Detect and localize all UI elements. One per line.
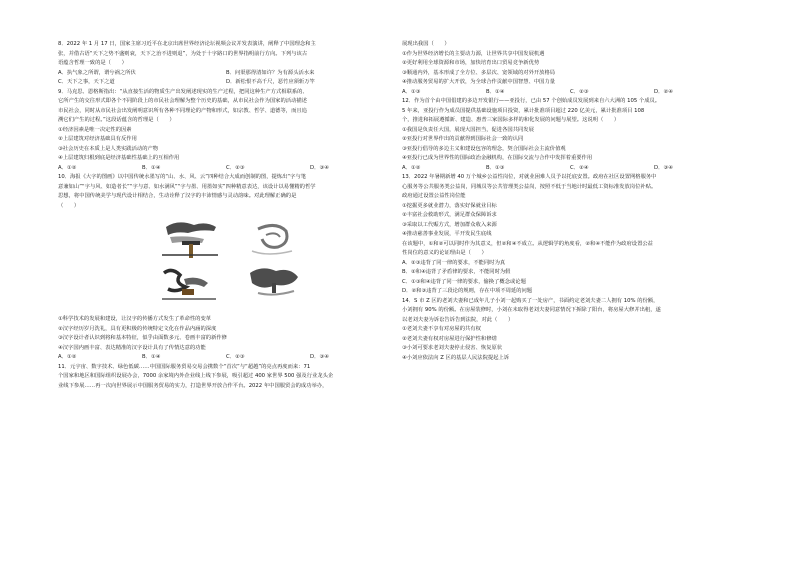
choice-a[interactable]: A．①② xyxy=(58,354,77,360)
option-item: ②丰富社会救助形式，满足群众保障诉求 xyxy=(402,212,497,218)
question-12 xyxy=(402,97,738,173)
choice-b[interactable]: B．问渠那得清如许？为有源头活水来 xyxy=(226,69,315,76)
option-item: ①作为世界经济增长的主要动力源，让世界共享中国发展机遇 xyxy=(402,50,545,57)
option-item: ③小刘可要求老刘夫妻停止侵害、恢复原状 xyxy=(402,345,503,351)
option-item: ①我国是负责任大国，展现大国担当，促进各国共同发展 xyxy=(402,126,534,133)
question-text: 小刘拥有 90% 的份额。在房屋装修时，小刘在未取得老刘夫妻同意情况下拆除了阳台，将房屋大修并出租，遂 xyxy=(402,307,661,313)
question-text: （ ） xyxy=(58,202,80,209)
question-text: 个，推进和拓展遵循新、建造、惠普三家国际多样的和化发展的问题与展望。这说明（ ） xyxy=(402,117,620,123)
question-text: 业线下参展……再一次向世界展示中国服务贸易的实力，打造世界开放合作平台。2022 年中国服贸会的成功举办， xyxy=(58,382,328,389)
question-text: 展现出我国（ ） xyxy=(402,41,450,47)
question-text: 13．2022 年暑期新增 40 万个城乡公益性岗位，对就业困难人员予以托底安置。政府在社区设置网格服务中 xyxy=(402,174,657,180)
question-text: 意兼如山”“字与风、如造者长”“字与意、如水满风”“字与墨、用墨如实”四种精意表达，该设计以易懂精的哲学 xyxy=(58,183,316,190)
question-text: 市民社会，同时从市民社会出发阐明意识所有各种不同理论的产物和形式，如宗教、哲学、道德等，而且追 xyxy=(58,107,307,114)
choice-d[interactable]: D．③④ xyxy=(310,164,329,171)
question-text: 8．2022 年 1 月 17 日，国家主席习近平在北京出席世界经济论坛视频会议并发表演讲，阐释了中国理念和主 xyxy=(58,41,316,47)
choice-d[interactable]: D．新松恨不高千尺，恶竹应须斩万竿 xyxy=(226,79,315,85)
option-item: ②亚投行对世界作出的贡献得到国际社会一致的认同 xyxy=(402,136,524,142)
question-8 xyxy=(58,40,394,88)
question-text: 5 年来，亚投行作为成员国提供基础设施项目投资，累计批准项目超过 220 亿美元，累计批准项目 108 xyxy=(402,107,645,114)
option-item: ①挖掘更多就业潜力，落实好保就业目标 xyxy=(402,202,497,209)
option-item: ③顺通内外，基本形成了全方位、多层次、宽领域的对外开放格局 xyxy=(402,69,556,76)
choice-a[interactable]: A．①② xyxy=(58,164,77,171)
option-item: ③亚投行倡导的多边主义和建设包容的理念，契合国际社会主流价值观 xyxy=(402,145,566,152)
question-text: 10．海报《大字的图画》以中国传统水墨写的“山、水、风、云”四种结合大成而创制的图，提炼出“字与笔 xyxy=(58,174,307,180)
choice-a[interactable]: A．②③违背了同一律的要求，不能同时为真 xyxy=(402,259,506,266)
option-item: ④上层建筑归根到底是经济基础性基础上的互相作用 xyxy=(58,155,180,161)
question-11-continued xyxy=(402,40,738,97)
choice-a[interactable]: A．执气象之所谓，谓兮祸之所伏 xyxy=(58,69,136,76)
ink-wash-image xyxy=(158,217,328,311)
question-text: 11．元宇宙、数字技术、绿色低碳……中国国际服务贸易交易会携数个“首次”与“超越”的亮点再度而来：71 xyxy=(58,363,311,370)
question-text: 性岗位的意义的论证理由是（ ） xyxy=(402,250,487,256)
option-item: ③汉字设计者认识到将和基本特征，似乎由面数多元、卷画丰富的新作修 xyxy=(58,335,227,341)
choice-b[interactable]: B．②和④违背了矛盾律的要求，不能同时为假 xyxy=(402,269,511,275)
choice-d[interactable]: D．②和③违背了三段论的规则，存在中项不周延的问题 xyxy=(402,288,533,294)
option-item: ②更好利用全球资源和市场，加快培育出口贸易竞争新优势 xyxy=(402,60,540,66)
choice-d[interactable]: D．③④ xyxy=(654,164,673,171)
choice-c[interactable]: C．①③和④违背了同一律的要求，偷换了概念或论题 xyxy=(402,278,526,285)
question-text: 心服务等公共服务类公益岗，同城员等公共管理类公益岗，按照不低于当地计时最低工资标准发放岗位补贴。 xyxy=(402,183,657,190)
option-item: ②上层建筑对经济基础具有反作用 xyxy=(58,136,137,142)
option-item: ④小刘应依法向 Z 区的基层人民法院提起上诉 xyxy=(402,354,510,361)
question-9 xyxy=(58,88,394,174)
question-text: 溯它们产生的过程。”这段话蕴含的哲理是（ ） xyxy=(58,117,175,123)
calligraphy-poster-figure xyxy=(58,217,394,311)
question-text: 政府通过设置公益性岗位能 xyxy=(402,193,466,199)
question-text: 14．S 市 Z 区的老刘夫妻和已成年儿子小刘一起购买了一处房产，书面约定老刘夫妻二人拥有 10% 的份额， xyxy=(402,297,659,304)
choice-b[interactable]: B．①④ xyxy=(486,88,505,95)
choice-c[interactable]: C．②④ xyxy=(570,164,589,171)
choice-c[interactable]: C．②③ xyxy=(226,164,245,171)
option-item: ④推动慈善事业发展，平开发民生底线 xyxy=(402,231,492,237)
option-item: ③社会历史在本质上是人类实践活动的产物 xyxy=(58,145,159,152)
option-item: ②汉字经历岁月洗礼，具有更积极的传统特定文化在作品内涵的深度 xyxy=(58,325,217,332)
question-text: 在该题中，①和②可以同时作为其意义，但②和④不成立。从逻辑学的角度看，②和④不能作为政府设置公益 xyxy=(402,240,653,247)
question-text: 思想，将中国传统美学与现代设计相结合，生动诠释了汉字的丰沛情感与灵动韵味。对此理解正确的是 xyxy=(58,193,297,199)
choice-a[interactable]: A．①③ xyxy=(402,88,421,95)
question-13 xyxy=(402,173,738,297)
choice-d[interactable]: D．③④ xyxy=(310,354,329,360)
question-text: 12．作为首个由中国倡建的多边开发银行——亚投行，已由 57 个创始成员发展到来自六大洲的 105 个成员。 xyxy=(402,98,661,104)
choice-a[interactable]: A．①② xyxy=(402,164,421,171)
choice-b[interactable]: B．①④ xyxy=(142,164,161,171)
option-item: ①科学技术的发展和建设，让汉字的传播方式发生了革命性的变革 xyxy=(58,316,212,322)
choice-d[interactable]: D．②④ xyxy=(654,88,673,95)
question-text: 语蕴含哲理一致的是（ ） xyxy=(58,60,127,66)
option-item: ①老刘夫妻不享有对房屋的共有权 xyxy=(402,326,481,332)
option-item: ①经济因素是唯一决定性的因素 xyxy=(58,126,132,133)
right-column xyxy=(402,40,738,363)
choice-c[interactable]: C．②③ xyxy=(226,354,245,360)
choice-c[interactable]: C．②③ xyxy=(570,88,589,95)
option-item: ④汉字国内画丰富、表达精准的汉字设计具有了传情达意的功能 xyxy=(58,344,206,351)
option-item: ②老刘夫妻有权对房屋进行保护性和修缮 xyxy=(402,335,497,342)
option-item: ③采取以工代赈方式，增加群众收入来源 xyxy=(402,221,497,228)
option-item: ④推动服务贸易的扩大开放，为全球合作贡献中国智慧、中国力量 xyxy=(402,79,556,85)
question-text: 张，并借古语“天下之势不盛则衰，天下之治不进则退”，为处于十字路口的世界指明前行方向。下列与该古 xyxy=(58,50,308,57)
question-11 xyxy=(58,363,394,392)
option-item: ④亚投行已成为世界性的国际政治金融机构，在国际交流与合作中发挥着重要作用 xyxy=(402,155,593,161)
question-text: 个国家和地区和国际组织设展办会，7000 余家境内外企业线上线下参展，吸引超过 400 家世界 500 强及行业龙头企 xyxy=(58,373,334,379)
question-10 xyxy=(58,173,394,363)
choice-c[interactable]: C．天下之事，天下之道 xyxy=(58,79,115,85)
question-14 xyxy=(402,297,738,364)
left-column xyxy=(58,40,394,391)
choice-b[interactable]: B．①③ xyxy=(486,164,505,171)
question-text: 它所产生的交往形式即各个不同阶段上的市民社会理解为整个历史的基础，从市民社会作为国家的活动描述 xyxy=(58,98,307,104)
question-text: 以老刘夫妻为诉讼告诉告到法院，对此（ ） xyxy=(402,316,514,323)
choice-b[interactable]: B．①④ xyxy=(142,354,161,360)
question-text: 9．马克思、恩格斯指出：“从直接生活的物质生产出发阐述现实的生产过程，把同这种生产方式相联系的、 xyxy=(58,88,308,95)
